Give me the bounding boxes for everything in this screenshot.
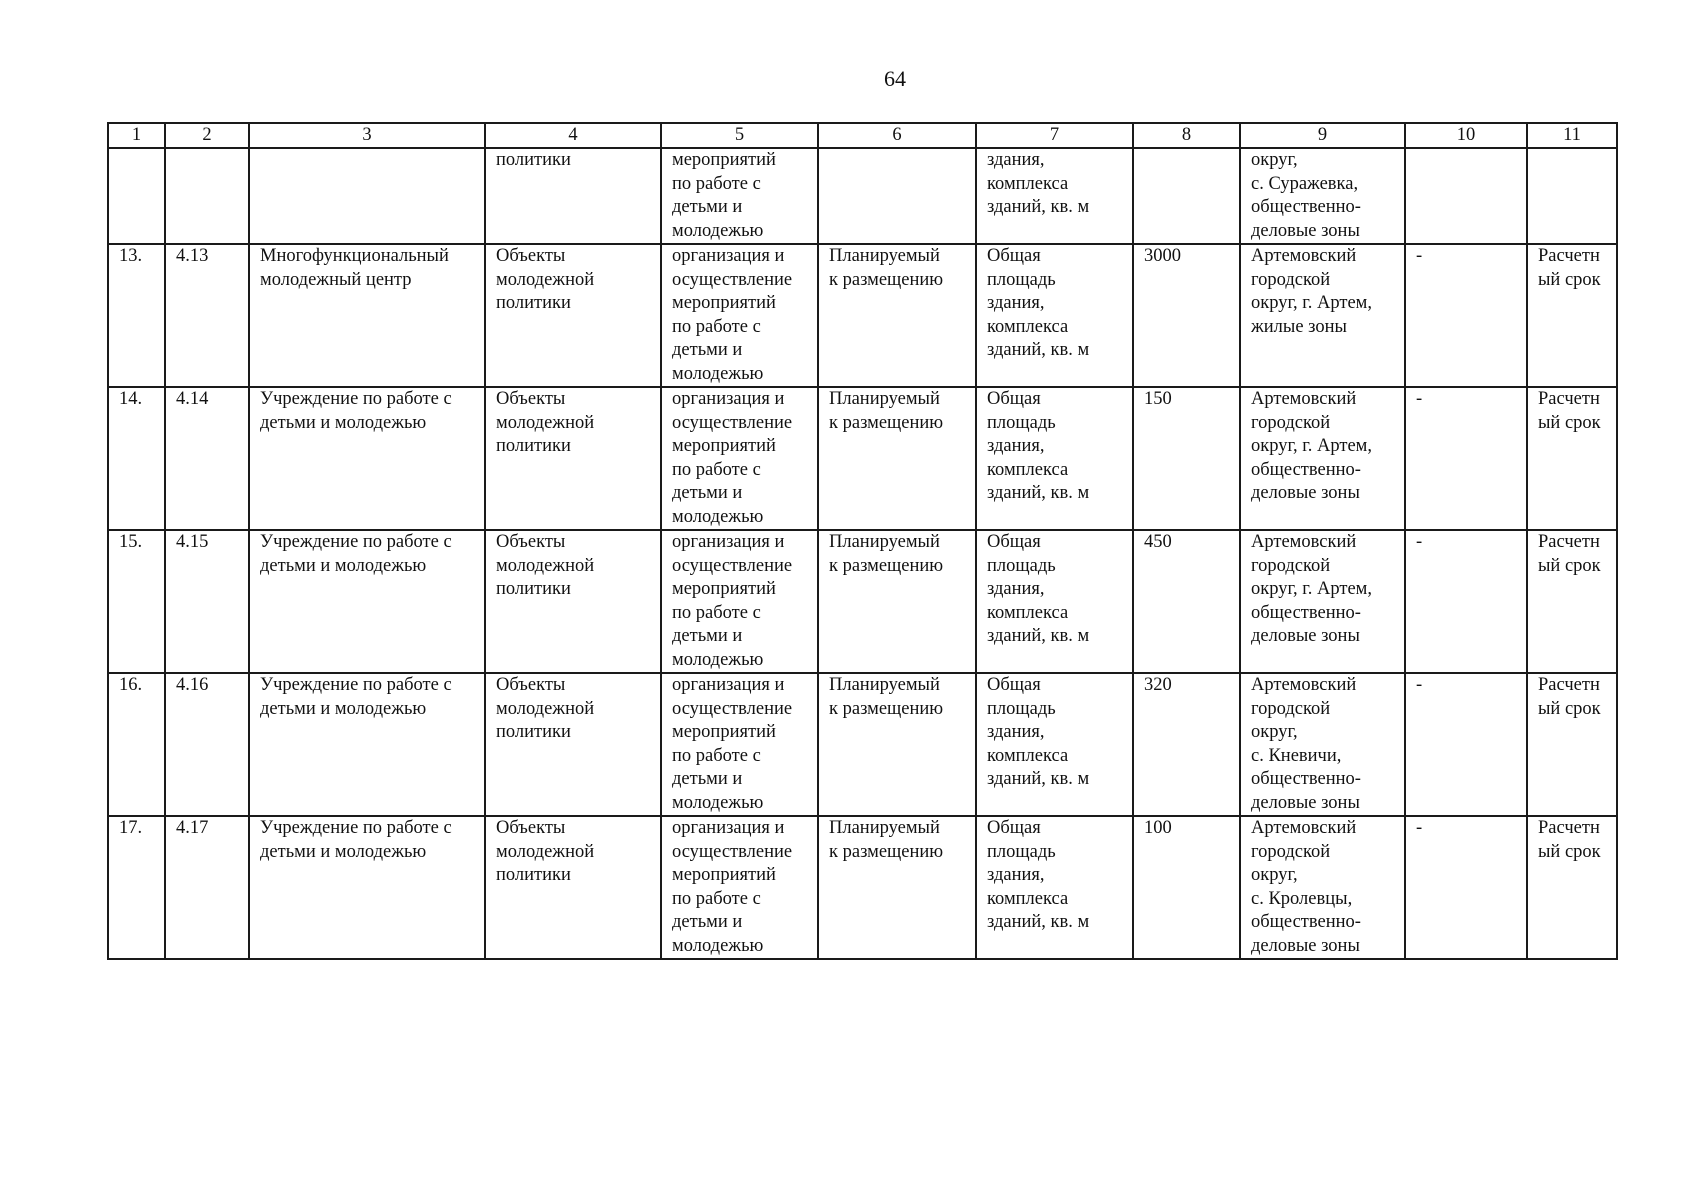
cell-line: молодежью bbox=[672, 649, 764, 670]
cell-line: зданий, кв. м bbox=[987, 912, 1090, 932]
cell-line: площадь bbox=[987, 698, 1056, 719]
cell-object-name bbox=[249, 816, 485, 959]
cell-line: Артемовский bbox=[1251, 389, 1357, 409]
cell-line: мероприятий bbox=[672, 722, 776, 742]
cell-line: здания, bbox=[987, 150, 1045, 170]
cell-status bbox=[818, 673, 976, 816]
cell-line: округ, г. Артем, bbox=[1251, 436, 1372, 456]
cell-object-type bbox=[485, 816, 661, 959]
cell-line: ый срок bbox=[1538, 269, 1601, 290]
column-number-header: 2 bbox=[165, 123, 249, 148]
cell-line: осуществление bbox=[672, 555, 793, 576]
cell-status bbox=[818, 387, 976, 530]
cell-purpose bbox=[661, 148, 818, 244]
cell-line: деловые зоны bbox=[1251, 220, 1360, 241]
column-number-header: 3 bbox=[249, 123, 485, 148]
cell-term bbox=[1527, 816, 1617, 959]
cell-line: комплекса bbox=[987, 173, 1069, 194]
cell-line: Объекты bbox=[496, 818, 566, 838]
cell-line: Расчетн bbox=[1538, 818, 1600, 838]
cell-value bbox=[1133, 530, 1240, 673]
cell-line: 100 bbox=[1144, 818, 1172, 838]
column-number-header: 11 bbox=[1527, 123, 1617, 148]
cell-line: городской bbox=[1251, 841, 1331, 862]
cell-line: к размещению bbox=[829, 412, 944, 433]
cell-line: политики bbox=[496, 436, 571, 456]
cell-line: городской bbox=[1251, 555, 1331, 576]
cell-line: 150 bbox=[1144, 389, 1172, 409]
cell-term bbox=[1527, 530, 1617, 673]
cell-line: 3000 bbox=[1144, 246, 1181, 266]
cell-line: комплекса bbox=[987, 602, 1069, 623]
cell-line: общественно- bbox=[1251, 912, 1361, 932]
cell-object-name bbox=[249, 148, 485, 244]
cell-object-code bbox=[165, 387, 249, 530]
cell-line: по работе с bbox=[672, 316, 761, 337]
cell-row-number bbox=[108, 816, 165, 959]
cell-line: детьми и bbox=[672, 483, 743, 503]
cell-line: деловые зоны bbox=[1251, 626, 1360, 646]
cell-object-name bbox=[249, 673, 485, 816]
cell-status bbox=[818, 530, 976, 673]
column-number-header: 9 bbox=[1240, 123, 1405, 148]
cell-value bbox=[1133, 148, 1240, 244]
cell-line: Планируемый bbox=[829, 389, 940, 409]
cell-line: молодежью bbox=[672, 792, 764, 813]
cell-line: Общая bbox=[987, 532, 1041, 552]
cell-line: Расчетн bbox=[1538, 532, 1600, 552]
cell-line: Учреждение по работе с bbox=[260, 818, 452, 838]
cell-line: Общая bbox=[987, 818, 1041, 838]
cell-line: детьми и bbox=[672, 197, 743, 217]
cell-value bbox=[1133, 673, 1240, 816]
cell-line: комплекса bbox=[987, 316, 1069, 337]
cell-location bbox=[1240, 530, 1405, 673]
cell-line: зданий, кв. м bbox=[987, 626, 1090, 646]
cell-characteristic bbox=[976, 387, 1133, 530]
cell-object-type bbox=[485, 673, 661, 816]
cell-line: Расчетн bbox=[1538, 246, 1600, 266]
cell-line: молодежной bbox=[496, 555, 595, 576]
table-row bbox=[108, 387, 1617, 530]
cell-line: 14. bbox=[119, 389, 143, 409]
cell-line: Планируемый bbox=[829, 818, 940, 838]
objects-table bbox=[107, 122, 1618, 960]
cell-value bbox=[1133, 244, 1240, 387]
cell-line: деловые зоны bbox=[1251, 483, 1360, 503]
cell-line: с. Суражевка, bbox=[1251, 173, 1359, 194]
cell-object-code bbox=[165, 816, 249, 959]
cell-line: 4.17 bbox=[176, 818, 209, 838]
cell-line: - bbox=[1416, 246, 1423, 266]
cell-object-code bbox=[165, 673, 249, 816]
cell-object-code bbox=[165, 530, 249, 673]
cell-line: 4.15 bbox=[176, 532, 209, 552]
cell-line: площадь bbox=[987, 555, 1056, 576]
cell-row-number bbox=[108, 387, 165, 530]
column-number-header: 5 bbox=[661, 123, 818, 148]
column-number-header: 8 bbox=[1133, 123, 1240, 148]
cell-characteristic bbox=[976, 673, 1133, 816]
cell-line: Многофункциональный bbox=[260, 246, 449, 266]
cell-line: к размещению bbox=[829, 269, 944, 290]
cell-line: Общая bbox=[987, 246, 1041, 266]
cell-object-name bbox=[249, 387, 485, 530]
cell-line: Учреждение по работе с bbox=[260, 389, 452, 409]
cell-line: Учреждение по работе с bbox=[260, 532, 452, 552]
cell-line: деловые зоны bbox=[1251, 935, 1360, 956]
cell-line: организация и bbox=[672, 675, 785, 695]
cell-line: мероприятий bbox=[672, 579, 776, 599]
cell-purpose bbox=[661, 673, 818, 816]
cell-line: округ, bbox=[1251, 722, 1298, 742]
cell-line: молодежный центр bbox=[260, 269, 412, 290]
cell-line: здания, bbox=[987, 722, 1045, 742]
cell-line: молодежной bbox=[496, 841, 595, 862]
cell-line: мероприятий bbox=[672, 150, 776, 170]
cell-line: ый срок bbox=[1538, 841, 1601, 862]
cell-line: по работе с bbox=[672, 173, 761, 194]
cell-line: общественно- bbox=[1251, 602, 1361, 623]
cell-characteristic bbox=[976, 530, 1133, 673]
cell-line: с. Кролевцы, bbox=[1251, 888, 1353, 909]
cell-line: 320 bbox=[1144, 675, 1172, 695]
cell-term bbox=[1527, 673, 1617, 816]
cell-zone bbox=[1405, 673, 1527, 816]
cell-zone bbox=[1405, 530, 1527, 673]
cell-line: Учреждение по работе с bbox=[260, 675, 452, 695]
cell-term bbox=[1527, 244, 1617, 387]
cell-line: ый срок bbox=[1538, 555, 1601, 576]
cell-line: Объекты bbox=[496, 675, 566, 695]
cell-line: - bbox=[1416, 818, 1423, 838]
cell-line: Планируемый bbox=[829, 532, 940, 552]
cell-characteristic bbox=[976, 148, 1133, 244]
cell-line: 17. bbox=[119, 818, 143, 838]
cell-line: ый срок bbox=[1538, 412, 1601, 433]
cell-line: по работе с bbox=[672, 888, 761, 909]
cell-line: зданий, кв. м bbox=[987, 769, 1090, 789]
cell-row-number bbox=[108, 530, 165, 673]
cell-line: городской bbox=[1251, 412, 1331, 433]
cell-line: организация и bbox=[672, 532, 785, 552]
cell-value bbox=[1133, 387, 1240, 530]
cell-line: мероприятий bbox=[672, 436, 776, 456]
table-row bbox=[108, 244, 1617, 387]
cell-line: общественно- bbox=[1251, 197, 1361, 217]
cell-line: политики bbox=[496, 579, 571, 599]
cell-line: - bbox=[1416, 389, 1423, 409]
cell-line: осуществление bbox=[672, 269, 793, 290]
cell-line: площадь bbox=[987, 412, 1056, 433]
cell-zone bbox=[1405, 244, 1527, 387]
cell-line: комплекса bbox=[987, 459, 1069, 480]
cell-line: молодежью bbox=[672, 935, 764, 956]
cell-term bbox=[1527, 387, 1617, 530]
cell-line: детьми и bbox=[672, 769, 743, 789]
cell-purpose bbox=[661, 244, 818, 387]
cell-line: детьми и bbox=[672, 340, 743, 360]
cell-zone bbox=[1405, 387, 1527, 530]
cell-line: молодежью bbox=[672, 363, 764, 384]
cell-line: организация и bbox=[672, 389, 785, 409]
cell-line: молодежью bbox=[672, 506, 764, 527]
continuation-row bbox=[108, 148, 1617, 244]
cell-line: округ, bbox=[1251, 865, 1298, 885]
cell-line: округ, г. Артем, bbox=[1251, 579, 1372, 599]
cell-location bbox=[1240, 387, 1405, 530]
cell-line: политики bbox=[496, 865, 571, 885]
cell-object-type bbox=[485, 148, 661, 244]
cell-line: мероприятий bbox=[672, 293, 776, 313]
cell-line: политики bbox=[496, 293, 571, 313]
cell-zone bbox=[1405, 148, 1527, 244]
cell-line: детьми и молодежью bbox=[260, 698, 427, 719]
cell-line: - bbox=[1416, 532, 1423, 552]
cell-line: осуществление bbox=[672, 698, 793, 719]
cell-line: Планируемый bbox=[829, 246, 940, 266]
cell-line: Объекты bbox=[496, 389, 566, 409]
cell-line: здания, bbox=[987, 579, 1045, 599]
column-number-header: 7 bbox=[976, 123, 1133, 148]
cell-object-name bbox=[249, 530, 485, 673]
cell-line: Общая bbox=[987, 389, 1041, 409]
cell-object-type bbox=[485, 244, 661, 387]
cell-line: по работе с bbox=[672, 459, 761, 480]
cell-line: молодежной bbox=[496, 698, 595, 719]
cell-line: Расчетн bbox=[1538, 675, 1600, 695]
cell-line: городской bbox=[1251, 698, 1331, 719]
cell-status bbox=[818, 148, 976, 244]
cell-purpose bbox=[661, 816, 818, 959]
cell-line: Артемовский bbox=[1251, 818, 1357, 838]
cell-line: Объекты bbox=[496, 532, 566, 552]
cell-object-type bbox=[485, 387, 661, 530]
column-number-row bbox=[108, 123, 1617, 148]
cell-line: здания, bbox=[987, 436, 1045, 456]
cell-status bbox=[818, 244, 976, 387]
table-row bbox=[108, 530, 1617, 673]
cell-line: по работе с bbox=[672, 745, 761, 766]
cell-line: здания, bbox=[987, 865, 1045, 885]
cell-line: 13. bbox=[119, 246, 143, 266]
cell-line: по работе с bbox=[672, 602, 761, 623]
cell-zone bbox=[1405, 816, 1527, 959]
table-row bbox=[108, 816, 1617, 959]
column-number-header: 10 bbox=[1405, 123, 1527, 148]
cell-line: политики bbox=[496, 722, 571, 742]
cell-line: Артемовский bbox=[1251, 532, 1357, 552]
cell-line: зданий, кв. м bbox=[987, 340, 1090, 360]
cell-line: городской bbox=[1251, 269, 1331, 290]
cell-line: округ, г. Артем, bbox=[1251, 293, 1372, 313]
cell-line: Артемовский bbox=[1251, 675, 1357, 695]
cell-line: детьми и молодежью bbox=[260, 841, 427, 862]
column-number-header: 4 bbox=[485, 123, 661, 148]
cell-line: осуществление bbox=[672, 412, 793, 433]
cell-line: ый срок bbox=[1538, 698, 1601, 719]
cell-location bbox=[1240, 148, 1405, 244]
cell-row-number bbox=[108, 244, 165, 387]
cell-line: Планируемый bbox=[829, 675, 940, 695]
cell-purpose bbox=[661, 387, 818, 530]
cell-object-name bbox=[249, 244, 485, 387]
cell-line: мероприятий bbox=[672, 865, 776, 885]
cell-line: - bbox=[1416, 675, 1423, 695]
cell-line: зданий, кв. м bbox=[987, 483, 1090, 503]
cell-characteristic bbox=[976, 816, 1133, 959]
cell-object-code bbox=[165, 244, 249, 387]
cell-line: комплекса bbox=[987, 888, 1069, 909]
cell-location bbox=[1240, 244, 1405, 387]
cell-line: общественно- bbox=[1251, 459, 1361, 480]
cell-line: зданий, кв. м bbox=[987, 197, 1090, 217]
cell-line: округ, bbox=[1251, 150, 1298, 170]
table-row bbox=[108, 673, 1617, 816]
cell-line: к размещению bbox=[829, 555, 944, 576]
cell-line: 15. bbox=[119, 532, 143, 552]
cell-line: осуществление bbox=[672, 841, 793, 862]
cell-object-type bbox=[485, 530, 661, 673]
cell-line: молодежной bbox=[496, 412, 595, 433]
cell-line: Артемовский bbox=[1251, 246, 1357, 266]
cell-term bbox=[1527, 148, 1617, 244]
cell-line: 4.16 bbox=[176, 675, 209, 695]
cell-line: 16. bbox=[119, 675, 143, 695]
cell-line: 450 bbox=[1144, 532, 1172, 552]
cell-line: 4.14 bbox=[176, 389, 209, 409]
column-number-header: 6 bbox=[818, 123, 976, 148]
cell-line: политики bbox=[496, 150, 571, 170]
cell-line: площадь bbox=[987, 269, 1056, 290]
cell-line: Объекты bbox=[496, 246, 566, 266]
cell-line: 4.13 bbox=[176, 246, 209, 266]
cell-line: Общая bbox=[987, 675, 1041, 695]
cell-line: с. Кневичи, bbox=[1251, 745, 1342, 766]
cell-line: детьми и bbox=[672, 912, 743, 932]
cell-location bbox=[1240, 673, 1405, 816]
cell-line: детьми и молодежью bbox=[260, 412, 427, 433]
page-number: 64 bbox=[884, 66, 906, 91]
column-number-header: 1 bbox=[108, 123, 165, 148]
cell-line: Расчетн bbox=[1538, 389, 1600, 409]
cell-line: детьми и молодежью bbox=[260, 555, 427, 576]
cell-row-number bbox=[108, 148, 165, 244]
cell-location bbox=[1240, 816, 1405, 959]
cell-purpose bbox=[661, 530, 818, 673]
cell-line: общественно- bbox=[1251, 769, 1361, 789]
cell-line: деловые зоны bbox=[1251, 792, 1360, 813]
cell-value bbox=[1133, 816, 1240, 959]
cell-object-code bbox=[165, 148, 249, 244]
cell-status bbox=[818, 816, 976, 959]
cell-characteristic bbox=[976, 244, 1133, 387]
cell-line: жилые зоны bbox=[1251, 316, 1347, 337]
cell-row-number bbox=[108, 673, 165, 816]
cell-line: организация и bbox=[672, 246, 785, 266]
cell-line: молодежной bbox=[496, 269, 595, 290]
cell-line: площадь bbox=[987, 841, 1056, 862]
cell-line: здания, bbox=[987, 293, 1045, 313]
cell-line: детьми и bbox=[672, 626, 743, 646]
cell-line: молодежью bbox=[672, 220, 764, 241]
cell-line: к размещению bbox=[829, 841, 944, 862]
cell-line: организация и bbox=[672, 818, 785, 838]
cell-line: комплекса bbox=[987, 745, 1069, 766]
cell-line: к размещению bbox=[829, 698, 944, 719]
